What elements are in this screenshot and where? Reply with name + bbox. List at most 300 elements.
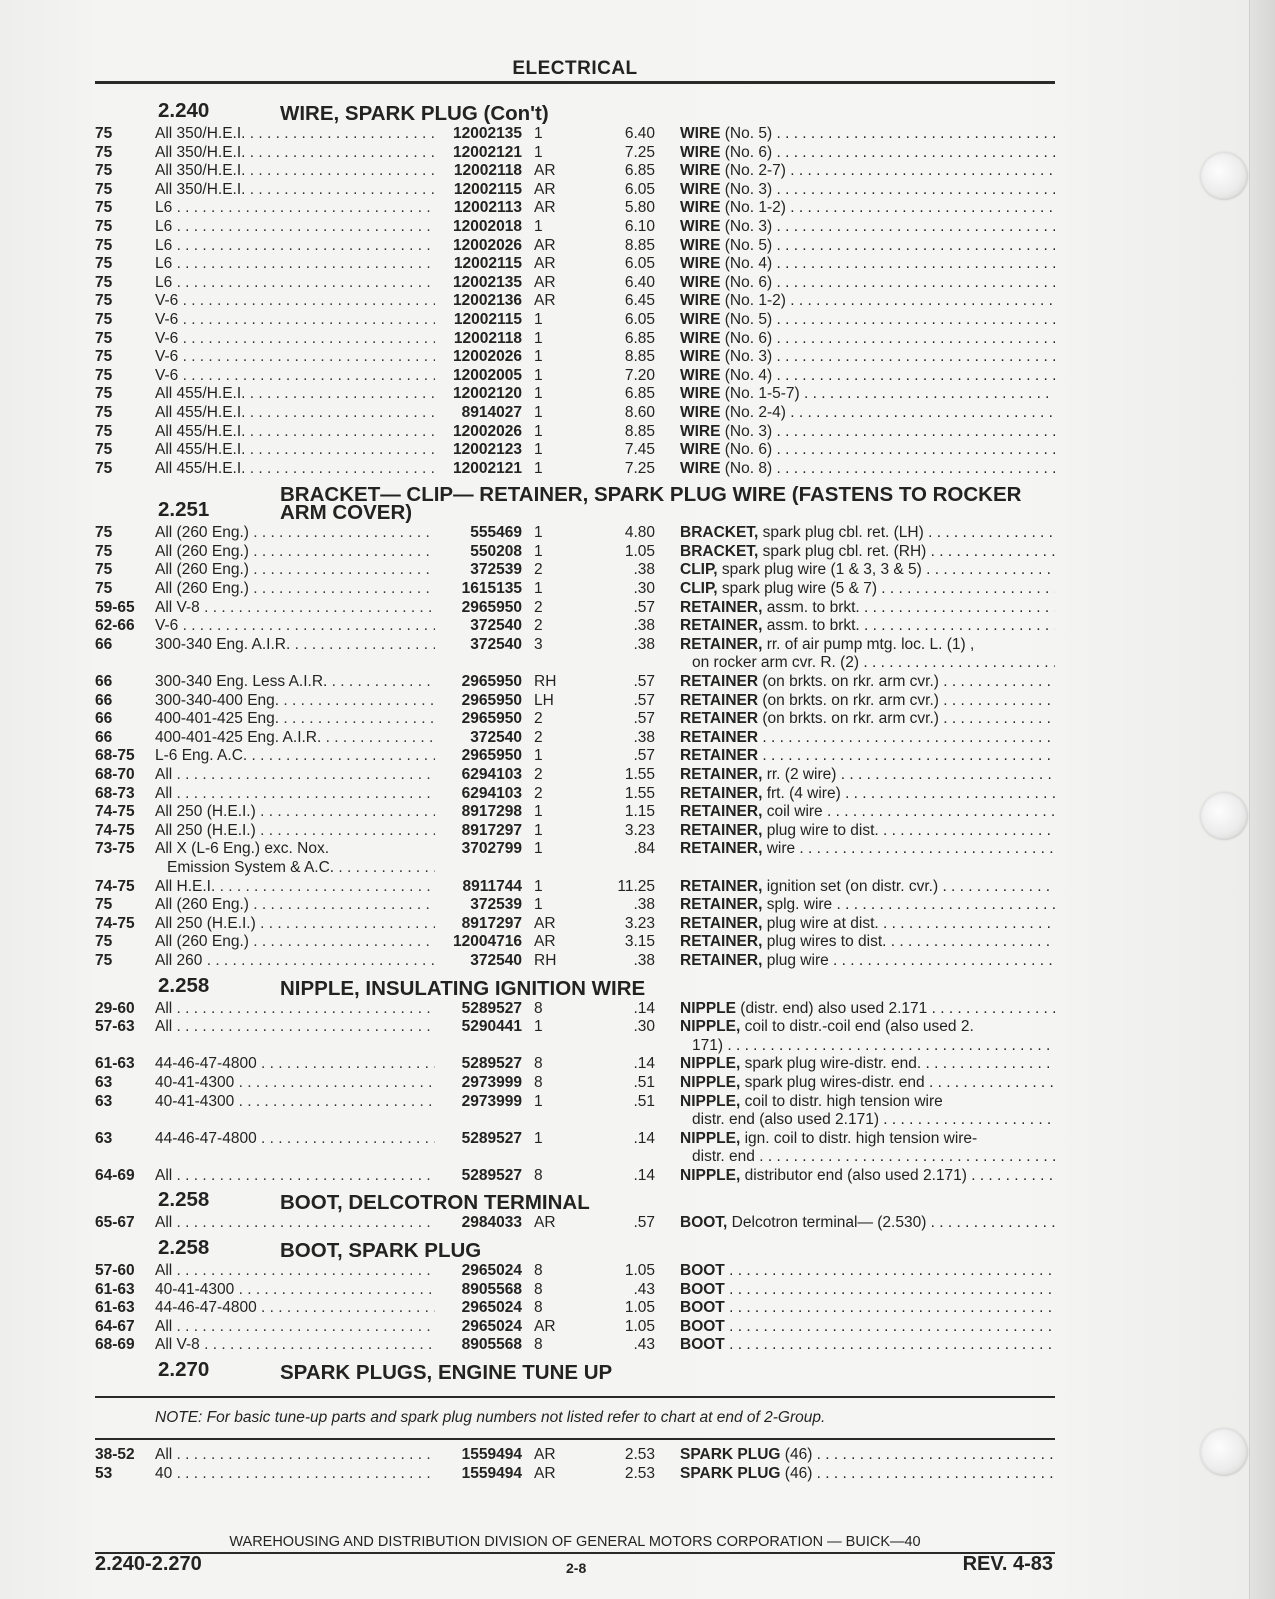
application: All (260 Eng.) . . . xyxy=(155,524,435,543)
price: 6.45 xyxy=(624,292,655,310)
price: 8.85 xyxy=(624,236,655,254)
part-detail: (No. 5) . . . xyxy=(720,237,1055,254)
application: All (260 Eng.) . . . xyxy=(155,580,435,599)
application: 300-340 Eng. A.I.R. . . . xyxy=(155,636,435,655)
quantity: AR xyxy=(534,292,556,310)
binder-hole xyxy=(1200,792,1248,840)
part-number: 372539 xyxy=(470,896,522,914)
application: All . . . xyxy=(155,1214,435,1233)
part-detail: (on brkts. on rkr. arm cvr.) . . . xyxy=(758,673,1055,690)
part-number: 372540 xyxy=(470,951,522,969)
description xyxy=(655,218,1055,237)
table-row xyxy=(95,599,1055,618)
part-detail: (No. 1-2) . . . xyxy=(720,292,1055,309)
price: 6.40 xyxy=(624,125,655,142)
description xyxy=(655,1336,1055,1355)
description xyxy=(655,915,1055,934)
part-detail: (No. 8) . . . xyxy=(720,460,1055,477)
table-row xyxy=(95,878,1055,897)
price: .84 xyxy=(633,840,655,858)
model-year: 68-73 xyxy=(95,784,135,802)
quantity: AR xyxy=(534,914,556,932)
part-name: WIRE xyxy=(680,162,721,180)
description xyxy=(655,580,1055,599)
part-name: WIRE xyxy=(680,310,721,328)
application: L6 . . . xyxy=(155,199,435,218)
table-row xyxy=(95,1318,1055,1337)
description-line2 xyxy=(680,1148,1055,1167)
part-detail: (No. 3) . . . xyxy=(720,423,1055,440)
part-name: RETAINER, xyxy=(680,840,763,858)
part-name: RETAINER xyxy=(680,747,759,765)
part-name: WIRE xyxy=(680,125,721,142)
note-rule-bottom xyxy=(95,1438,1055,1440)
part-detail: (No. 4) . . . xyxy=(720,367,1055,384)
model-year: 75 xyxy=(95,292,113,310)
quantity: 2 xyxy=(534,710,543,728)
table-row xyxy=(95,348,1055,367)
model-year: 74-75 xyxy=(95,914,135,932)
part-name: RETAINER, xyxy=(680,803,763,821)
description xyxy=(655,1281,1055,1300)
application: All 350/H.E.I. . . . xyxy=(155,144,435,163)
price: .43 xyxy=(633,1280,655,1298)
price: 6.05 xyxy=(624,310,655,328)
model-year: 75 xyxy=(95,236,113,254)
part-detail: assm. to brkt. . . . xyxy=(762,617,1055,634)
part-name: WIRE xyxy=(680,403,721,421)
application: All . . . xyxy=(155,1262,435,1281)
application: All 455/H.E.I. . . . xyxy=(155,404,435,423)
table-row xyxy=(95,952,1055,971)
table-row xyxy=(95,460,1055,479)
model-year: 75 xyxy=(95,273,113,291)
table-row xyxy=(95,766,1055,785)
footer-division: WAREHOUSING AND DISTRIBUTION DIVISION OF GENERAL MOTORS CORPORATION — BUICK—40 xyxy=(229,1534,921,1550)
application: All (260 Eng.) . . . xyxy=(155,896,435,915)
table-row xyxy=(95,330,1055,349)
part-number: 12002113 xyxy=(453,199,522,217)
section-number: 2.240 xyxy=(158,99,210,122)
part-number: 3702799 xyxy=(461,840,522,858)
part-name: RETAINER, xyxy=(680,598,763,616)
description xyxy=(655,162,1055,181)
application: All 350/H.E.I. . . . xyxy=(155,125,435,144)
application: All H.E.I. . . . xyxy=(155,878,435,897)
part-number: 2965950 xyxy=(461,598,522,616)
part-detail: (distr. end) also used 2.171 . . . xyxy=(736,1000,1055,1017)
description xyxy=(655,878,1055,897)
description-line2 xyxy=(680,654,1055,673)
quantity: AR xyxy=(534,255,556,273)
price: .57 xyxy=(633,1214,655,1232)
part-detail: (No. 2-4) . . . xyxy=(720,404,1055,421)
quantity: AR xyxy=(534,180,556,198)
quantity: RH xyxy=(534,673,557,691)
part-name: WIRE xyxy=(680,292,721,310)
part-number: 12002005 xyxy=(453,366,522,384)
part-name: RETAINER, xyxy=(680,914,763,932)
part-number: 2965950 xyxy=(461,710,522,728)
price: .14 xyxy=(633,1166,655,1184)
model-year: 63 xyxy=(95,1092,113,1110)
part-number: 5289527 xyxy=(461,1166,522,1184)
section-title: WIRE, SPARK PLUG (Con't) xyxy=(280,102,549,125)
description xyxy=(655,181,1055,200)
model-year: 75 xyxy=(95,180,113,198)
description xyxy=(655,1130,1055,1167)
price: 1.05 xyxy=(624,1299,655,1317)
part-number: 12002115 xyxy=(453,180,522,198)
application: All . . . xyxy=(155,1000,435,1019)
description xyxy=(655,636,1055,673)
part-number: 12002136 xyxy=(453,292,522,310)
part-name: SPARK PLUG xyxy=(680,1446,781,1464)
model-year: 63 xyxy=(95,1129,113,1147)
model-year: 73-75 xyxy=(95,840,135,858)
part-detail: frt. (4 wire) . . . xyxy=(762,785,1055,802)
quantity: 1 xyxy=(534,747,543,765)
part-number: 5289527 xyxy=(461,999,522,1017)
price: .57 xyxy=(633,747,655,765)
part-detail: coil to distr. high tension wire xyxy=(740,1092,943,1110)
application: 40-41-4300 . . . xyxy=(155,1093,435,1112)
description-line2 xyxy=(680,1111,1055,1130)
price: .38 xyxy=(633,951,655,969)
part-detail: (No. 5) . . . xyxy=(720,311,1055,328)
part-number: 8905568 xyxy=(461,1280,522,1298)
description xyxy=(655,255,1055,274)
description xyxy=(655,125,1055,144)
part-detail: (No. 6) . . . xyxy=(720,441,1055,458)
description xyxy=(655,237,1055,256)
part-name: WIRE xyxy=(680,422,721,440)
part-number: 12002135 xyxy=(453,273,522,291)
part-number: 2965024 xyxy=(461,1317,522,1335)
part-detail xyxy=(758,729,1055,746)
application: All . . . xyxy=(155,766,435,785)
part-name: NIPPLE, xyxy=(680,1073,741,1091)
application: All . . . xyxy=(155,1318,435,1337)
model-year: 57-63 xyxy=(95,1018,135,1036)
part-name: RETAINER, xyxy=(680,617,763,635)
application: All V-8 . . . xyxy=(155,1336,435,1355)
table-row xyxy=(95,1336,1055,1355)
application: All 350/H.E.I. . . . xyxy=(155,162,435,181)
part-name: RETAINER xyxy=(680,710,759,728)
part-number: 1615135 xyxy=(461,580,522,598)
description xyxy=(655,1446,1055,1465)
description xyxy=(655,1465,1055,1484)
table-row xyxy=(95,404,1055,423)
price: 8.85 xyxy=(624,348,655,366)
application: V-6 . . . xyxy=(155,292,435,311)
description xyxy=(655,199,1055,218)
model-year: 75 xyxy=(95,199,113,217)
price: 6.85 xyxy=(624,385,655,403)
table-row xyxy=(95,543,1055,562)
section-number: 2.258 xyxy=(158,1188,210,1212)
price: 6.10 xyxy=(624,217,655,235)
price: 7.25 xyxy=(624,143,655,161)
application: V-6 . . . xyxy=(155,617,435,636)
quantity: 3 xyxy=(534,635,543,653)
part-detail: rr. of air pump mtg. loc. L. (1) , xyxy=(762,635,975,653)
model-year: 75 xyxy=(95,459,113,477)
model-year: 75 xyxy=(95,385,113,403)
model-year: 68-70 xyxy=(95,766,135,783)
description xyxy=(655,933,1055,952)
part-detail: spark plug wire (1 & 3, 3 & 5) . . . xyxy=(718,561,1055,578)
part-detail: spark plug wire-distr. end. . . . xyxy=(740,1055,1055,1072)
section-heading xyxy=(95,478,1055,524)
quantity: AR xyxy=(534,1317,556,1335)
application: 44-46-47-4800 . . . xyxy=(155,1130,435,1149)
description xyxy=(655,766,1055,785)
table-row xyxy=(95,1167,1055,1186)
part-detail: plug wire to dist. . . . xyxy=(762,822,1055,839)
part-detail: (No. 3) . . . xyxy=(720,181,1055,198)
price: 11.25 xyxy=(617,877,655,895)
description-continued: 171) . . . xyxy=(692,1037,1055,1054)
model-year: 75 xyxy=(95,329,113,347)
quantity: AR xyxy=(534,1214,556,1232)
part-number: 12002026 xyxy=(453,348,522,366)
model-year: 75 xyxy=(95,125,113,142)
part-name: WIRE xyxy=(680,143,721,161)
part-name: WIRE xyxy=(680,199,721,217)
table-row xyxy=(95,803,1055,822)
description xyxy=(655,599,1055,618)
price: 2.53 xyxy=(624,1464,655,1482)
price: 1.55 xyxy=(624,766,655,783)
part-number: 2965024 xyxy=(461,1262,522,1280)
part-detail: (on brkts. on rkr. arm cvr.) . . . xyxy=(758,692,1055,709)
part-name: SPARK PLUG xyxy=(680,1464,781,1482)
application: V-6 . . . xyxy=(155,311,435,330)
model-year: 75 xyxy=(95,348,113,366)
table-row xyxy=(95,840,1055,877)
table-row xyxy=(95,311,1055,330)
part-name: WIRE xyxy=(680,236,721,254)
table-row xyxy=(95,1281,1055,1300)
part-name: WIRE xyxy=(680,441,721,459)
part-detail xyxy=(725,1262,1055,1279)
description xyxy=(655,311,1055,330)
quantity: 8 xyxy=(534,1055,543,1073)
part-detail: (46) . . . xyxy=(780,1465,1055,1482)
table-row xyxy=(95,423,1055,442)
part-detail: (No. 6) . . . xyxy=(720,330,1055,347)
part-name: BOOT xyxy=(680,1262,725,1280)
application: All (260 Eng.) . . . xyxy=(155,933,435,952)
quantity: 1 xyxy=(534,821,543,839)
application: 300-340-400 Eng. . . . xyxy=(155,692,435,711)
part-name: BRACKET, xyxy=(680,542,759,560)
price: 6.05 xyxy=(624,255,655,273)
quantity: 8 xyxy=(534,1262,543,1280)
model-year: 75 xyxy=(95,217,113,235)
table-row xyxy=(95,274,1055,293)
part-number: 6294103 xyxy=(461,766,522,783)
description xyxy=(655,1093,1055,1130)
header-rule xyxy=(95,81,1055,84)
table-row xyxy=(95,933,1055,952)
part-number: 372540 xyxy=(470,635,522,653)
price: 3.23 xyxy=(624,821,655,839)
price: .57 xyxy=(633,710,655,728)
section-number: 2.251 xyxy=(158,498,210,522)
quantity: 2 xyxy=(534,784,543,802)
part-number: 12004716 xyxy=(453,933,522,951)
part-number: 5289527 xyxy=(461,1055,522,1073)
table-row xyxy=(95,747,1055,766)
part-detail: (No. 2-7) . . . xyxy=(720,162,1055,179)
application: L6 . . . xyxy=(155,237,435,256)
price: .57 xyxy=(633,691,655,709)
part-detail: Delcotron terminal— (2.530) . . . xyxy=(727,1214,1055,1231)
model-year: 75 xyxy=(95,441,113,459)
application: V-6 . . . xyxy=(155,367,435,386)
price: 3.15 xyxy=(624,933,655,951)
application: All 260 . . . xyxy=(155,952,435,971)
application: All V-8 . . . xyxy=(155,599,435,618)
model-year: 64-67 xyxy=(95,1317,135,1335)
part-name: WIRE xyxy=(680,217,721,235)
part-detail: plug wire at dist. . . . xyxy=(762,915,1055,932)
part-number: 5290441 xyxy=(461,1018,522,1036)
part-detail: plug wire . . . xyxy=(762,952,1055,969)
price: 8.85 xyxy=(624,422,655,440)
table-row xyxy=(95,561,1055,580)
description xyxy=(655,1018,1055,1055)
quantity: AR xyxy=(534,1464,556,1482)
description xyxy=(655,896,1055,915)
description-continued: on rocker arm cvr. R. (2) . . . xyxy=(692,654,1055,671)
part-number: 5289527 xyxy=(461,1129,522,1147)
description xyxy=(655,785,1055,804)
part-name: BOOT, xyxy=(680,1214,728,1232)
part-detail xyxy=(725,1336,1055,1353)
description xyxy=(655,441,1055,460)
model-year: 65-67 xyxy=(95,1214,135,1232)
description xyxy=(655,1214,1055,1233)
price: .38 xyxy=(633,728,655,746)
quantity: AR xyxy=(534,933,556,951)
part-detail xyxy=(725,1299,1055,1316)
part-number: 12002120 xyxy=(453,385,522,403)
part-name: WIRE xyxy=(680,366,721,384)
table-row xyxy=(95,255,1055,274)
model-year: 75 xyxy=(95,255,113,273)
quantity: AR xyxy=(534,236,556,254)
model-year: 38-52 xyxy=(95,1446,135,1464)
section-heading xyxy=(95,971,1055,1000)
application: L6 . . . xyxy=(155,274,435,293)
table-row xyxy=(95,1214,1055,1233)
model-year: 74-75 xyxy=(95,803,135,821)
section-number: 2.258 xyxy=(158,1236,210,1260)
part-name: NIPPLE, xyxy=(680,1129,741,1147)
description xyxy=(655,710,1055,729)
quantity: 8 xyxy=(534,1336,543,1354)
price: .57 xyxy=(633,673,655,691)
quantity: 1 xyxy=(534,580,543,598)
quantity: 1 xyxy=(534,441,543,459)
part-detail: (No. 3) . . . xyxy=(720,218,1055,235)
application: All 455/H.E.I. . . . xyxy=(155,423,435,442)
description xyxy=(655,1074,1055,1093)
table-row xyxy=(95,1446,1055,1465)
part-detail: plug wires to dist. . . . xyxy=(762,933,1055,950)
quantity: AR xyxy=(534,162,556,180)
application: 40-41-4300 . . . xyxy=(155,1074,435,1093)
part-detail: wire . . . xyxy=(762,840,1055,857)
description xyxy=(655,274,1055,293)
part-name: CLIP, xyxy=(680,561,718,579)
application-line2: Emission System & A.C. . . . xyxy=(155,859,435,878)
table-row xyxy=(95,580,1055,599)
part-detail: (No. 6) . . . xyxy=(720,144,1055,161)
quantity: LH xyxy=(534,691,554,709)
description xyxy=(655,144,1055,163)
binder-hole xyxy=(1200,1428,1248,1476)
part-number: 8911744 xyxy=(462,877,522,895)
part-detail: distributor end (also used 2.171) . . . . xyxy=(740,1167,1055,1184)
quantity: 1 xyxy=(534,310,543,328)
part-detail xyxy=(725,1281,1055,1298)
part-number: 2965950 xyxy=(461,747,522,765)
price: 5.80 xyxy=(624,199,655,217)
section-note: NOTE: For basic tune-up parts and spark plug numbers not listed refer to chart at end of 2-Group. xyxy=(155,1409,826,1427)
quantity: 1 xyxy=(534,329,543,347)
price: 4.80 xyxy=(624,524,655,542)
table-row xyxy=(95,524,1055,543)
part-name: NIPPLE, xyxy=(680,1018,741,1036)
description xyxy=(655,1055,1055,1074)
table-row xyxy=(95,218,1055,237)
price: 7.25 xyxy=(624,459,655,477)
model-year: 66 xyxy=(95,710,113,728)
description xyxy=(655,840,1055,859)
part-name: RETAINER, xyxy=(680,784,763,802)
section-number: 2.258 xyxy=(158,973,210,997)
price: .38 xyxy=(633,617,655,635)
part-number: 2973999 xyxy=(461,1092,522,1110)
model-year: 75 xyxy=(95,422,113,440)
table-row xyxy=(95,1299,1055,1318)
table-row xyxy=(95,1262,1055,1281)
model-year: 75 xyxy=(95,561,113,579)
quantity: 1 xyxy=(534,143,543,161)
application: 300-340 Eng. Less A.I.R. . . . xyxy=(155,673,435,692)
application: All 250 (H.E.I.) . . . xyxy=(155,822,435,841)
part-detail xyxy=(725,1318,1055,1335)
part-number: 2965950 xyxy=(461,691,522,709)
quantity: 1 xyxy=(534,366,543,384)
part-number: 2973999 xyxy=(461,1073,522,1091)
table-row xyxy=(95,1093,1055,1130)
part-name: WIRE xyxy=(680,180,721,198)
description-continued: distr. end (also used 2.171) . . . xyxy=(692,1111,1055,1128)
price: 1.55 xyxy=(624,784,655,802)
model-year: 75 xyxy=(95,542,113,560)
quantity: 8 xyxy=(534,1299,543,1317)
page-edge xyxy=(1249,0,1275,1599)
application: V-6 . . . xyxy=(155,330,435,349)
part-name: BOOT xyxy=(680,1280,725,1298)
part-number: 12002135 xyxy=(453,125,522,142)
